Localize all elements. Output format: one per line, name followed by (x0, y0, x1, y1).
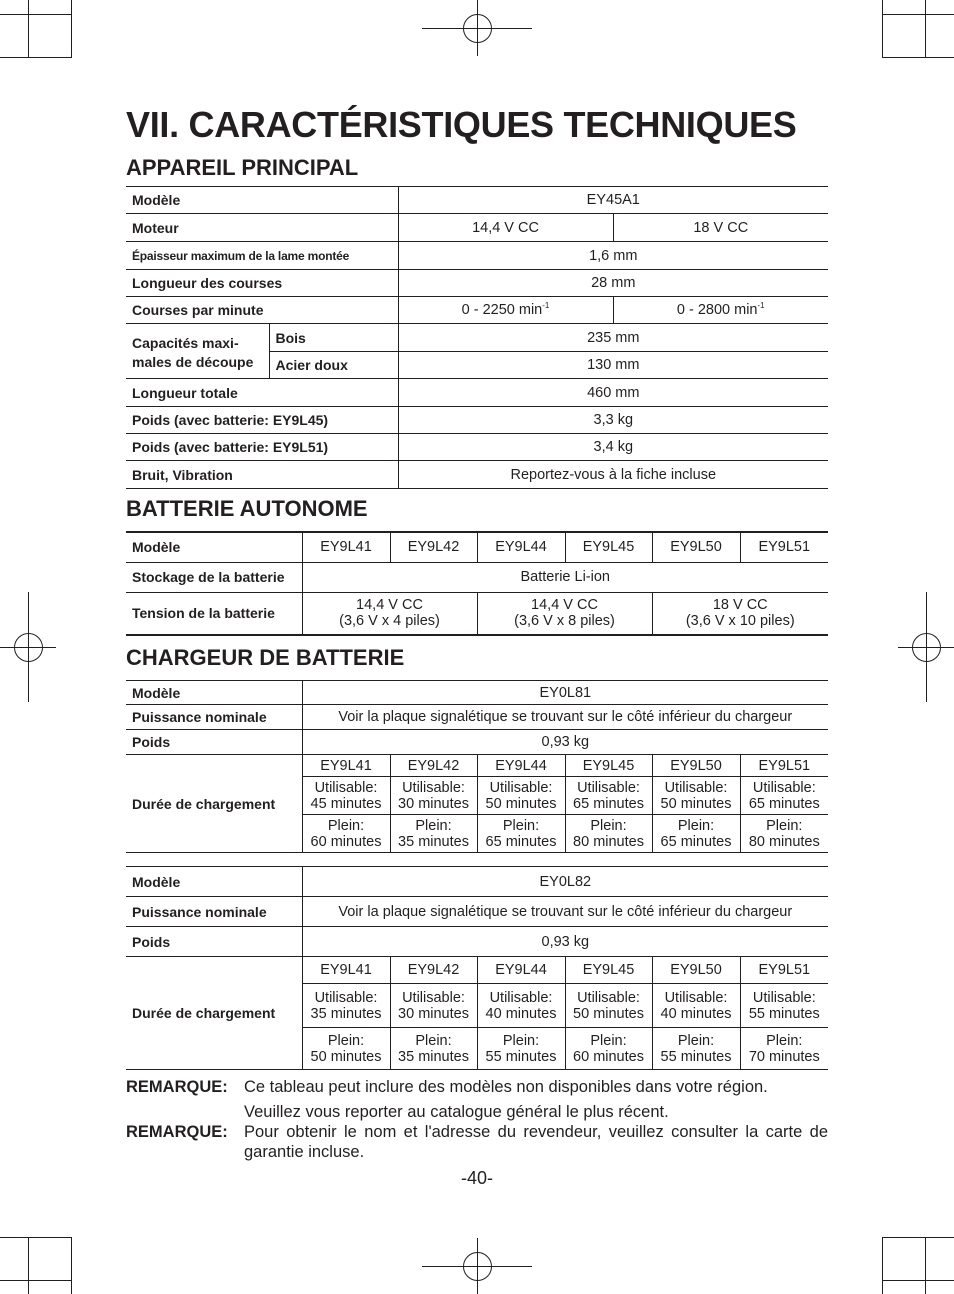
model-label: Modèle (126, 187, 398, 214)
weight-ey9l45-label: Poids (avec batterie: EY9L45) (126, 407, 398, 434)
full-time-cell: Plein: 55 minutes (477, 1028, 565, 1070)
remark-label: REMARQUE: (126, 1078, 228, 1096)
charger-battery-model: EY9L50 (652, 755, 740, 777)
battery-model-cell: EY9L50 (652, 532, 740, 562)
charger-weight-label: Poids (126, 927, 302, 957)
charger-model-label: Modèle (126, 867, 302, 897)
full-time-cell: Plein: 60 minutes (302, 815, 390, 853)
spm-value-18v: 0 - 2800 $\min^{-1}$ (613, 297, 828, 324)
full-time-cell: Plein: 55 minutes (652, 1028, 740, 1070)
table-row (126, 407, 828, 434)
charger-ey0l82-table (126, 866, 828, 1070)
section-heading-main-unit: APPAREIL PRINCIPAL (126, 155, 359, 180)
main-unit-table (126, 186, 828, 489)
usable-time-cell: Utilisable: 50 minutes (565, 984, 652, 1028)
table-row (126, 214, 828, 242)
usable-time-cell: Utilisable: 30 minutes (390, 984, 477, 1028)
usable-time-cell: Utilisable: 65 minutes (565, 777, 652, 815)
motor-value-14v: 14,4 V CC (398, 214, 613, 242)
charger-battery-model: EY9L42 (390, 957, 477, 984)
table-row (126, 562, 828, 592)
full-time-cell: Plein: 35 minutes (390, 1028, 477, 1070)
full-time-cell: Plein: 60 minutes (565, 1028, 652, 1070)
table-row (126, 434, 828, 461)
charger-model-value: EY0L82 (302, 867, 828, 897)
strokes-per-minute-label: Courses par minute (126, 297, 398, 324)
weight-ey9l51-label: Poids (avec batterie: EY9L51) (126, 434, 398, 461)
charger-power-value: Voir la plaque signalétique se trouvant sur le côté inférieur du chargeur (302, 705, 828, 730)
table-row (126, 324, 828, 352)
remark-text: Pour obtenir le nom et l'adresse du revendeur, veuillez consulter la carte de garantie incluse. (244, 1123, 828, 1161)
remark-dealer (126, 1122, 828, 1162)
battery-voltage-label: Tension de la batterie (132, 605, 275, 622)
spm-value-14v: 0 - 2250 $\min^{-1}$ (398, 297, 613, 324)
remark-availability (126, 1077, 828, 1121)
usable-time-cell: Utilisable: 55 minutes (740, 984, 828, 1028)
full-time-cell: Plein: 50 minutes (302, 1028, 390, 1070)
table-row (126, 681, 828, 705)
table-row (126, 297, 828, 324)
battery-model-cell: EY9L51 (740, 532, 828, 562)
remark-text: Ce tableau peut inclure des modèles non disponibles dans votre région. Veuillez vous reporter au catalogue général le plus récent. (244, 1078, 768, 1121)
mild-steel-label: Acier doux (269, 352, 398, 379)
battery-table (126, 531, 828, 636)
charger-model-label: Modèle (126, 681, 302, 705)
page-number: -40- (460, 1168, 493, 1188)
charger-battery-model: EY9L50 (652, 957, 740, 984)
charger-weight-label: Poids (126, 730, 302, 755)
section-heading-battery: BATTERIE AUTONOME (126, 496, 368, 521)
charger-model-value: EY0L81 (302, 681, 828, 705)
charger-ey0l81-table (126, 680, 828, 853)
charger-battery-model: EY9L45 (565, 957, 652, 984)
table-row (126, 867, 828, 897)
usable-time-cell: Utilisable: 30 minutes (390, 777, 477, 815)
charger-power-value: Voir la plaque signalétique se trouvant sur le côté inférieur du chargeur (302, 897, 828, 927)
table-row (126, 532, 828, 562)
charger-weight-value: 0,93 kg (302, 927, 828, 957)
page-title: VII. CARACTÉRISTIQUES TECHNIQUES (126, 104, 797, 145)
usable-time-cell: Utilisable: 50 minutes (652, 777, 740, 815)
table-row (126, 187, 828, 214)
weight-ey9l51-value: 3,4 kg (398, 434, 828, 461)
full-time-cell: Plein: 35 minutes (390, 815, 477, 853)
noise-vibration-label: Bruit, Vibration (126, 461, 398, 489)
charger-battery-model: EY9L41 (302, 755, 390, 777)
full-time-cell: Plein: 80 minutes (565, 815, 652, 853)
full-time-cell: Plein: 65 minutes (652, 815, 740, 853)
table-row (126, 897, 828, 927)
full-time-cell: Plein: 65 minutes (477, 815, 565, 853)
charger-power-label: Puissance nominale (126, 897, 302, 927)
charging-time-label: Durée de chargement (132, 795, 276, 812)
battery-voltage-cell: 18 V CC (3,6 V x 10 piles) (652, 592, 828, 635)
table-row (126, 461, 828, 489)
charger-battery-model: EY9L51 (740, 755, 828, 777)
table-row (126, 242, 828, 270)
table-row (126, 730, 828, 755)
battery-model-label: Modèle (126, 532, 302, 562)
usable-time-cell: Utilisable: 45 minutes (302, 777, 390, 815)
usable-time-cell: Utilisable: 40 minutes (652, 984, 740, 1028)
usable-time-cell: Utilisable: 50 minutes (477, 777, 565, 815)
table-row (126, 270, 828, 297)
battery-voltage-cell: 14,4 V CC (3,6 V x 8 piles) (477, 592, 652, 635)
full-time-cell: Plein: 70 minutes (740, 1028, 828, 1070)
remark-label: REMARQUE: (126, 1123, 228, 1141)
overall-length-value: 460 mm (398, 379, 828, 407)
table-row (126, 592, 828, 635)
battery-model-cell: EY9L41 (302, 532, 390, 562)
charger-battery-model: EY9L44 (477, 957, 565, 984)
cutting-capacity-label: Capacités maxi-males de découpe (126, 324, 269, 379)
battery-model-cell: EY9L42 (390, 532, 477, 562)
charger-battery-model: EY9L41 (302, 957, 390, 984)
table-row (126, 927, 828, 957)
weight-ey9l45-value: 3,3 kg (398, 407, 828, 434)
table-row (126, 755, 828, 777)
battery-voltage-cell: 14,4 V CC (3,6 V x 4 piles) (302, 592, 477, 635)
noise-vibration-value: Reportez-vous à la fiche incluse (398, 461, 828, 489)
usable-time-cell: Utilisable: 35 minutes (302, 984, 390, 1028)
battery-model-cell: EY9L44 (477, 532, 565, 562)
full-time-cell: Plein: 80 minutes (740, 815, 828, 853)
table-row (126, 379, 828, 407)
motor-label: Moteur (126, 214, 398, 242)
wood-capacity-value: 235 mm (398, 324, 828, 352)
charger-weight-value: 0,93 kg (302, 730, 828, 755)
charger-battery-model: EY9L45 (565, 755, 652, 777)
blade-thickness-label: Épaisseur maximum de la lame montée (126, 242, 398, 270)
motor-value-18v: 18 V CC (613, 214, 828, 242)
charger-power-label: Puissance nominale (126, 705, 302, 730)
charging-time-label: Durée de chargement (132, 1005, 276, 1021)
charger-battery-model: EY9L51 (740, 957, 828, 984)
section-heading-charger: CHARGEUR DE BATTERIE (126, 645, 405, 670)
blade-thickness-value: 1,6 mm (398, 242, 828, 270)
usable-time-cell: Utilisable: 65 minutes (740, 777, 828, 815)
usable-time-cell: Utilisable: 40 minutes (477, 984, 565, 1028)
charger-battery-model: EY9L42 (390, 755, 477, 777)
battery-storage-label: Stockage de la batterie (126, 562, 302, 592)
model-value: EY45A1 (398, 187, 828, 214)
battery-model-cell: EY9L45 (565, 532, 652, 562)
mild-steel-capacity-value: 130 mm (398, 352, 828, 379)
overall-length-label: Longueur totale (126, 379, 398, 407)
stroke-length-label: Longueur des courses (126, 270, 398, 297)
wood-label: Bois (269, 324, 398, 352)
table-row (126, 957, 828, 984)
table-row (126, 705, 828, 730)
charger-battery-model: EY9L44 (477, 755, 565, 777)
stroke-length-value: 28 mm (398, 270, 828, 297)
battery-storage-value: Batterie Li-ion (302, 562, 828, 592)
